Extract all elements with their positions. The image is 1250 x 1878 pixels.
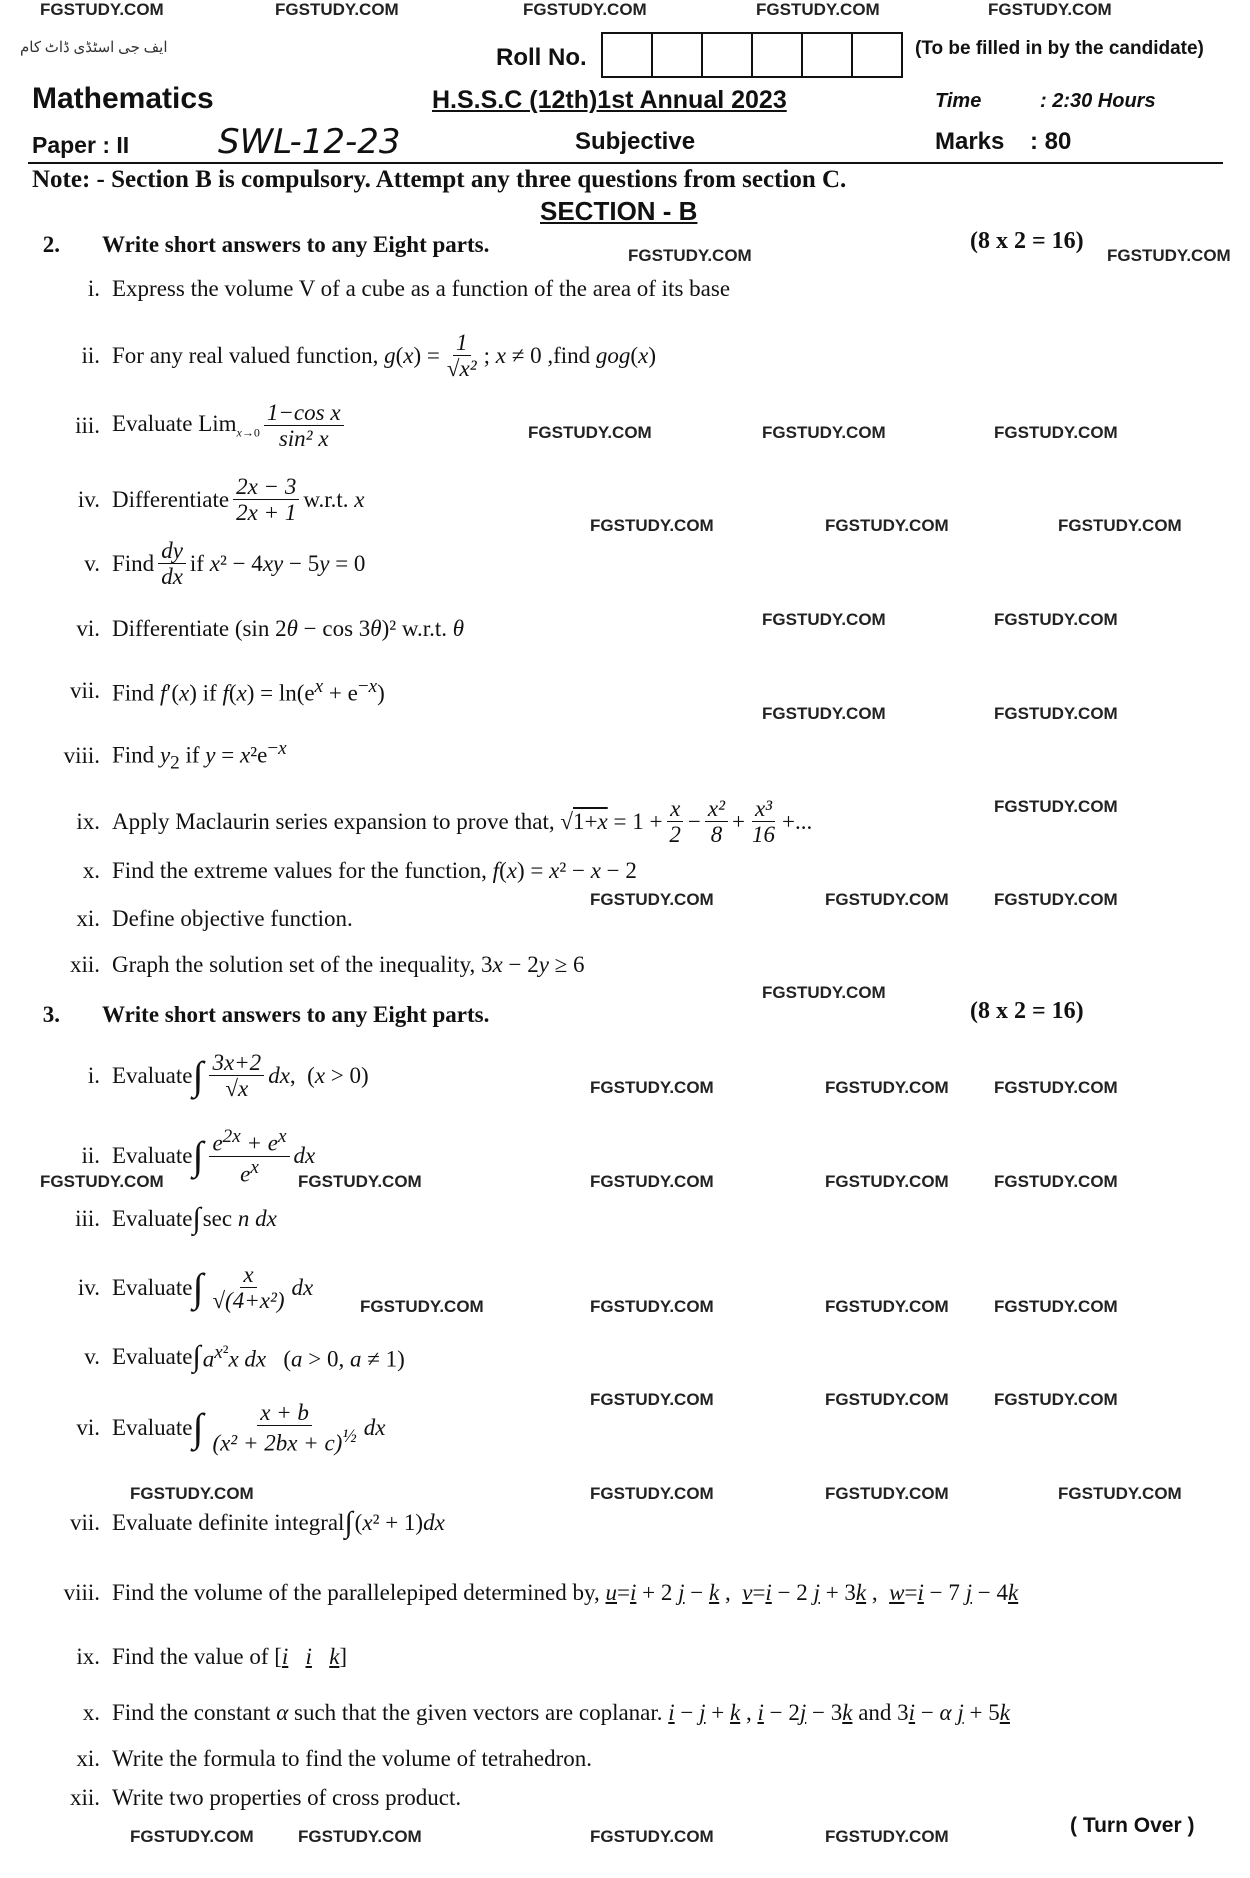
question-marks: (8 x 2 = 16) <box>970 998 1084 1024</box>
watermark: FGSTUDY.COM <box>590 1172 714 1191</box>
roll-note: (To be filled in by the candidate) <box>915 38 1204 59</box>
paper-type: Subjective <box>575 128 696 155</box>
subject-title: Mathematics <box>32 82 214 115</box>
question-part: iii. Evaluate ∫ sec n dx <box>75 1202 277 1235</box>
watermark: FGSTUDY.COM <box>994 1172 1118 1191</box>
question-part: xii. Write two properties of cross product. <box>69 1785 462 1810</box>
watermark: FGSTUDY.COM <box>523 0 647 19</box>
watermark: FGSTUDY.COM <box>1058 1484 1182 1503</box>
watermark: FGSTUDY.COM <box>130 1484 254 1503</box>
question-part: x. Find the extreme values for the function, f(x) = x² − x − 2 <box>82 858 637 883</box>
section-title: SECTION - B <box>540 196 698 226</box>
watermark: FGSTUDY.COM <box>762 983 886 1002</box>
watermark: FGSTUDY.COM <box>762 610 886 629</box>
exam-title: H.S.S.C (12th)1st Annual 2023 <box>432 86 787 114</box>
watermark: FGSTUDY.COM <box>275 0 399 19</box>
question-part: iv. Differentiate $\frac{2x - 3}{2x + 1}$ w.r.t. x <box>77 474 365 526</box>
roll-number-boxes[interactable] <box>601 32 903 78</box>
watermark: FGSTUDY.COM <box>825 1390 949 1409</box>
watermark: FGSTUDY.COM <box>360 1297 484 1316</box>
watermark: FGSTUDY.COM <box>825 1172 949 1191</box>
question-part: iii. Evaluate Lim$_{x\to 0}$ $\frac{\text{1−cos x}}{\text{sin² x}}$ <box>0 400 348 452</box>
marks-value: : 80 <box>1030 128 1072 155</box>
watermark: FGSTUDY.COM <box>756 0 880 19</box>
watermark: FGSTUDY.COM <box>825 1078 949 1097</box>
time-label: Time <box>935 90 982 112</box>
watermark: FGSTUDY.COM <box>1058 516 1182 535</box>
question-part: viii. Find the volume of the parallelepiped determined by, u=i + 2 j − k , v=i − 2 j + 3k , w=i − 7 j − 4k <box>63 1580 1019 1605</box>
paper-label: Paper : II <box>32 132 130 158</box>
watermark: FGSTUDY.COM <box>1107 246 1231 265</box>
watermark: FGSTUDY.COM <box>628 246 752 265</box>
question-part: vii. Evaluate definite integral ∫ (x² + 1)dx <box>69 1506 445 1539</box>
question-part: xii. Graph the solution set of the inequality, 3x − 2y ≥ 6 <box>69 952 585 977</box>
question-part: xi. Write the formula to find the volume of tetrahedron. <box>76 1746 593 1771</box>
question-part: vi. Evaluate ∫ $\frac{x + b}{(x^2 + 2bx + c)^{\frac{1}{2}}}$ dx <box>76 1400 386 1456</box>
question-part: i. Evaluate ∫ $\frac{3x+2}{√x}$ dx, (x > 0) <box>87 1050 369 1102</box>
watermark: FGSTUDY.COM <box>994 797 1118 816</box>
watermark: FGSTUDY.COM <box>825 890 949 909</box>
question-heading: 2. Write short answers to any Eight parts. <box>42 232 490 257</box>
question-part: xi. Define objective function. <box>76 906 353 931</box>
watermark: FGSTUDY.COM <box>590 1827 714 1846</box>
watermark: FGSTUDY.COM <box>298 1172 422 1191</box>
watermark: FGSTUDY.COM <box>528 423 652 442</box>
question-part: v. Find $\frac{dy}{dx}$ if x² − 4xy − 5y = 0 <box>84 538 366 590</box>
watermark: FGSTUDY.COM <box>590 1390 714 1409</box>
question-part: viii. Find $y_2$ if $y = x^2e^{-x}$ <box>63 738 287 774</box>
watermark: FGSTUDY.COM <box>590 890 714 909</box>
question-part: iv. Evaluate ∫ $\frac{x}{\text{√(4+x²)}}$ dx <box>77 1262 314 1314</box>
watermark: FGSTUDY.COM <box>590 516 714 535</box>
watermark: FGSTUDY.COM <box>825 1827 949 1846</box>
watermark: FGSTUDY.COM <box>825 516 949 535</box>
watermark: FGSTUDY.COM <box>994 423 1118 442</box>
watermark: FGSTUDY.COM <box>40 0 164 19</box>
watermark: FGSTUDY.COM <box>825 1484 949 1503</box>
watermark: FGSTUDY.COM <box>988 0 1112 19</box>
watermark: FGSTUDY.COM <box>40 1172 164 1191</box>
question-marks: (8 x 2 = 16) <box>970 228 1084 254</box>
question-heading: 3. Write short answers to any Eight parts. <box>42 1002 490 1027</box>
watermark: FGSTUDY.COM <box>590 1484 714 1503</box>
watermark: FGSTUDY.COM <box>994 890 1118 909</box>
watermark: FGSTUDY.COM <box>298 1827 422 1846</box>
paper-code: SWL-12-23 <box>218 122 401 162</box>
note: Note: - Section B is compulsory. Attempt any three questions from section C. <box>32 166 847 193</box>
question-part: x. Find the constant α such that the given vectors are coplanar. i − j + k , i − 2j − 3k and 3i − α j + 5k <box>82 1700 1010 1725</box>
marks-label: Marks <box>935 128 1005 155</box>
watermark: FGSTUDY.COM <box>590 1297 714 1316</box>
question-part: vii. Find f′(x) if $f(x) = \ln(e^x + e^{-x})$ <box>69 676 385 706</box>
time-value: : 2:30 Hours <box>1040 90 1156 112</box>
watermark: FGSTUDY.COM <box>590 1078 714 1097</box>
watermark: FGSTUDY.COM <box>994 610 1118 629</box>
urdu-watermark: ایف جی اسٹڈی ڈاٹ کام <box>20 40 168 56</box>
question-part: vi. Differentiate (sin 2θ − cos 3θ)² w.r.t. θ <box>76 616 465 641</box>
watermark: FGSTUDY.COM <box>994 1390 1118 1409</box>
question-part: ii. Evaluate ∫ $\frac{e^{2x} + e^x}{e^x}$ dx <box>81 1126 316 1187</box>
watermark: FGSTUDY.COM <box>994 1078 1118 1097</box>
watermark: FGSTUDY.COM <box>762 704 886 723</box>
watermark: FGSTUDY.COM <box>762 423 886 442</box>
watermark: FGSTUDY.COM <box>994 1297 1118 1316</box>
question-part: ix. Find the value of [i i k] <box>76 1644 348 1669</box>
divider <box>28 162 1223 164</box>
turn-over: ( Turn Over ) <box>1070 1814 1195 1837</box>
watermark: FGSTUDY.COM <box>994 704 1118 723</box>
question-part: i. Express the volume V of a cube as a function of the area of its base <box>87 276 731 301</box>
watermark: FGSTUDY.COM <box>130 1827 254 1846</box>
roll-label: Roll No. <box>496 44 587 71</box>
watermark: FGSTUDY.COM <box>825 1297 949 1316</box>
question-title: Write short answers to any Eight parts. <box>102 1002 490 1027</box>
question-part: ix. Apply Maclaurin series expansion to prove that, √1+x = 1 + $\frac{x}{2}$ − $\frac{\text{x²}}{8}$ + $\frac{\text{x³}}{16}$ +... <box>76 796 813 848</box>
question-title: Write short answers to any Eight parts. <box>102 232 490 257</box>
question-part: v. Evaluate ∫ $a^{x^2}x$ dx (a > 0, a ≠ 1) <box>84 1340 405 1374</box>
question-part: ii. For any real valued function, g(x) = $\frac{1}{\text{√x²}}$ ; x ≠ 0 ,find gog(x) <box>81 330 656 382</box>
